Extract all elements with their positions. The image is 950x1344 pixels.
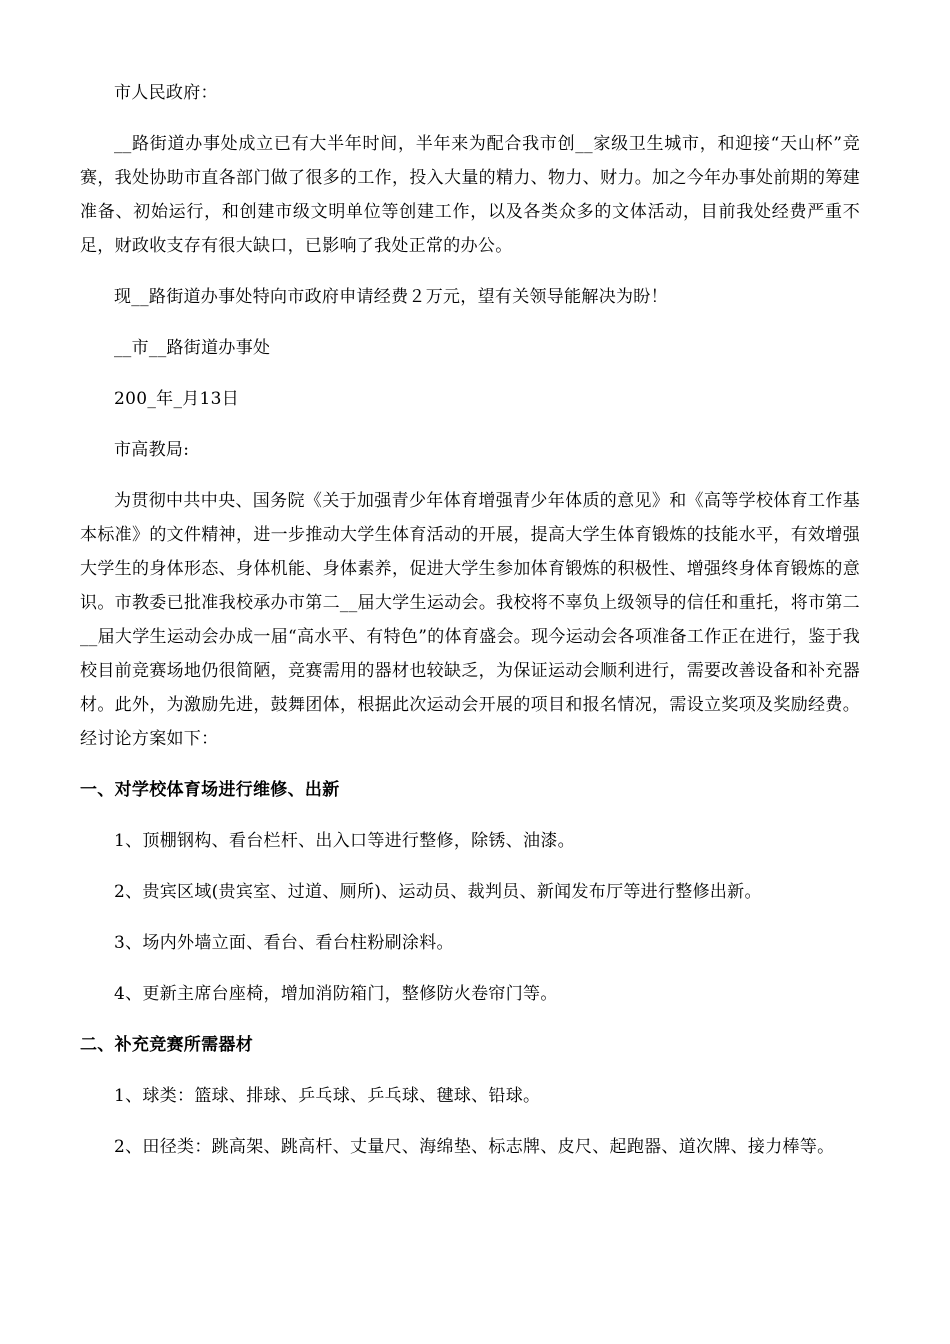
list-item: 3、场内外墙立面、看台、看台柱粉刷涂料。 — [114, 933, 454, 953]
list-item: 1、顶棚钢构、看台栏杆、出入口等进行整修，除锈、油漆。 — [114, 831, 575, 851]
letter1-date: 200_年_月13日 — [114, 389, 240, 409]
list-item: 4、更新主席台座椅，增加消防箱门，整修防火卷帘门等。 — [114, 984, 558, 1004]
section-heading-stadium-repair: 一、对学校体育场进行维修、出新 — [80, 780, 340, 800]
letter1-body-paragraph: __路街道办事处成立已有大半年时间，半年来为配合我市创__家级卫生城市，和迎接“天山杯”竞赛，我处协助市直各部门做了很多的工作，投入大量的精力、物力、财力。加之今年办事处前期的筹建准备、初始运行，和创建市级文明单位等创建工作，以及各类众多的文体活动，目前我处经费严重不足，财政收支存有很大缺口，已影响了我处正常的办公。 — [80, 134, 860, 256]
salutation-higher-education-bureau: 市高教局: — [114, 440, 190, 460]
letter1-request-paragraph: 现__路街道办事处特向市政府申请经费２万元，望有关领导能解决为盼！ — [114, 287, 668, 307]
section-heading-equipment: 二、补充竞赛所需器材 — [80, 1035, 253, 1055]
list-item: 1、球类：篮球、排球、乒乓球、乒乓球、毽球、铅球。 — [114, 1086, 541, 1106]
document-page — [80, 76, 860, 1181]
letter2-body-paragraph: 为贯彻中共中央、国务院《关于加强青少年体育增强青少年体质的意见》和《高等学校体育工作基本标准》的文件精神，进一步推动大学生体育活动的开展，提高大学生体育锻炼的技能水平，有效增强大学生的身体形态、身体机能、身体素养，促进大学生参加体育锻炼的积极性、增强终身体育锻炼的意识。市教委已批准我校承办市第二__届大学生运动会。我校将不辜负上级领导的信任和重托，将市第二__届大学生运动会办成一届“高水平、有特色”的体育盛会。现今运动会各项准备工作正在进行，鉴于我校目前竞赛场地仍很简陋，竞赛需用的器材也较缺乏，为保证运动会顺利进行，需要改善设备和补充器材。此外，为激励先进，鼓舞团体，根据此次运动会开展的项目和报名情况，需设立奖项及奖励经费。经讨论方案如下： — [80, 491, 860, 749]
salutation-city-government: 市人民政府： — [114, 83, 218, 103]
letter1-signature: __市__路街道办事处 — [114, 338, 271, 358]
list-item: 2、贵宾区域(贵宾室、过道、厕所)、运动员、裁判员、新闻发布厅等进行整修出新。 — [114, 882, 762, 902]
list-item: 2、田径类：跳高架、跳高杆、丈量尺、海绵垫、标志牌、皮尺、起跑器、道次牌、接力棒等。 — [114, 1137, 835, 1157]
